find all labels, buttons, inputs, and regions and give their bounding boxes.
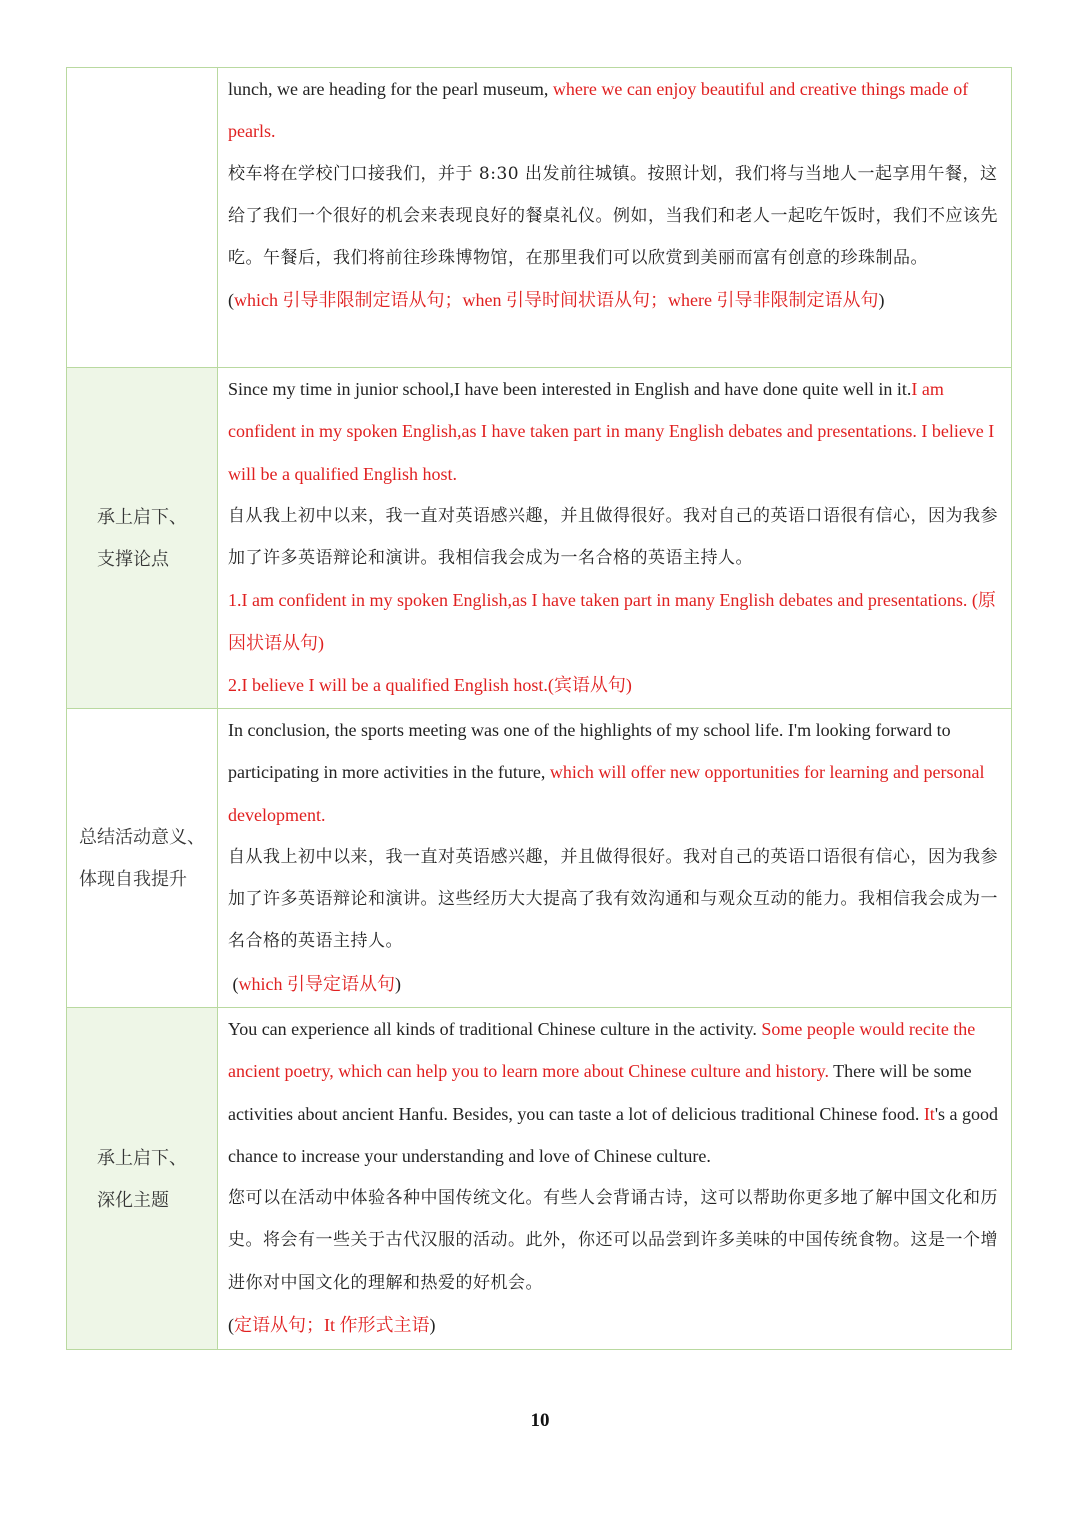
- chinese-translation: 自从我上初中以来，我一直对英语感兴趣，并且做得很好。我对自己的英语口语很有信心，因为我参加了许多英语辩论和演讲。我相信我会成为一名合格的英语主持人。: [228, 505, 998, 569]
- chinese-translation: 校车将在学校门口接我们，并于 8:30 出发前往城镇。按照计划，我们将与当地人一起享用午餐，这给了我们一个很好的机会来表现良好的餐桌礼仪。例如，当我们和老人一起吃午饭时，我们不应该先吃。午餐后，我们将前往珍珠博物馆，在那里我们可以欣赏到美丽而富有创意的珍珠制品。: [228, 163, 998, 269]
- english-paragraph: [228, 68, 1003, 153]
- row-content-cell: [218, 368, 1011, 708]
- grammar-note: (which 引导非限制定语从句；when 引导时间状语从句；where 引导非限制定语从句): [228, 290, 885, 311]
- grammar-note: (定语从句；It 作形式主语): [228, 1315, 436, 1336]
- table-row: [67, 68, 1011, 368]
- row-label-cell: [67, 709, 218, 1007]
- chinese-translation: 自从我上初中以来，我一直对英语感兴趣，并且做得很好。我对自己的英语口语很有信心，因为我参加了许多英语辩论和演讲。这些经历大大提高了我有效沟通和与观众互动的能力。我相信我会成为一名合格的英语主持人。: [228, 846, 998, 952]
- row-label-line: 支撑论点: [97, 549, 169, 569]
- english-text: Since my time in junior school,I have been interested in English and have done quite well in it.: [228, 379, 912, 399]
- page-number: 10: [530, 1410, 550, 1431]
- table-row: [67, 368, 1011, 709]
- table-row: [67, 709, 1011, 1008]
- english-text: In conclusion, the sports meeting was one of the highlights of my school life. I'm looking forward to participating in more activities in the future,: [228, 720, 951, 783]
- english-text: lunch, we are heading for the pearl museum,: [228, 79, 553, 99]
- highlighted-word: It: [923, 1103, 935, 1124]
- grammar-note-item: 2.I believe I will be a qualified English host.(宾语从句): [228, 675, 632, 696]
- highlighted-sentence: where we can enjoy beautiful and creative things made of pearls.: [228, 79, 969, 142]
- english-paragraph: [228, 709, 1003, 836]
- row-label-line: 承上启下、: [97, 507, 187, 527]
- grammar-note: (which 引导定语从句): [228, 973, 401, 994]
- row-content-cell: [218, 709, 1011, 1007]
- highlighted-sentence: Some people would recite the ancient poetry, which can help you to learn more about Chinese culture and history.: [228, 1019, 976, 1082]
- row-label-cell: [67, 68, 218, 367]
- row-label-cell: [67, 1008, 218, 1349]
- row-label-line: 深化主题: [97, 1189, 169, 1210]
- row-content-cell: [218, 68, 1011, 367]
- table-row: [67, 1008, 1011, 1350]
- grammar-note-item: 1.I am confident in my spoken English,as I have taken part in many English debates and presentations. (原因状语从句): [228, 590, 996, 653]
- row-label-line: 体现自我提升: [79, 869, 187, 889]
- highlighted-sentence: which will offer new opportunities for learning and personal development.: [228, 762, 985, 825]
- row-content-cell: [218, 1008, 1011, 1349]
- english-text: You can experience all kinds of traditional Chinese culture in the activity.: [228, 1019, 762, 1039]
- english-text: There will be some activities about ancient Hanfu. Besides, you can taste a lot of delicious traditional Chinese food.: [228, 1061, 972, 1124]
- outline-table: [66, 67, 1012, 1350]
- english-paragraph: [228, 1008, 1003, 1177]
- english-text: 's a good chance to increase your understanding and love of Chinese culture.: [228, 1103, 999, 1166]
- row-label-cell: [67, 368, 218, 708]
- row-label-line: 承上启下、: [97, 1147, 187, 1168]
- row-label-line: 总结活动意义、: [79, 827, 205, 847]
- highlighted-sentence: I am confident in my spoken English,as I have taken part in many English debates and presentations. I believe I will be a qualified English host.: [228, 379, 995, 484]
- english-paragraph: [228, 368, 1003, 495]
- chinese-translation: 您可以在活动中体验各种中国传统文化。有些人会背诵古诗，这可以帮助你更多地了解中国文化和历史。将会有一些关于古代汉服的活动。此外，你还可以品尝到许多美味的中国传统食物。这是一个增进你对中国文化的理解和热爱的好机会。: [228, 1188, 998, 1293]
